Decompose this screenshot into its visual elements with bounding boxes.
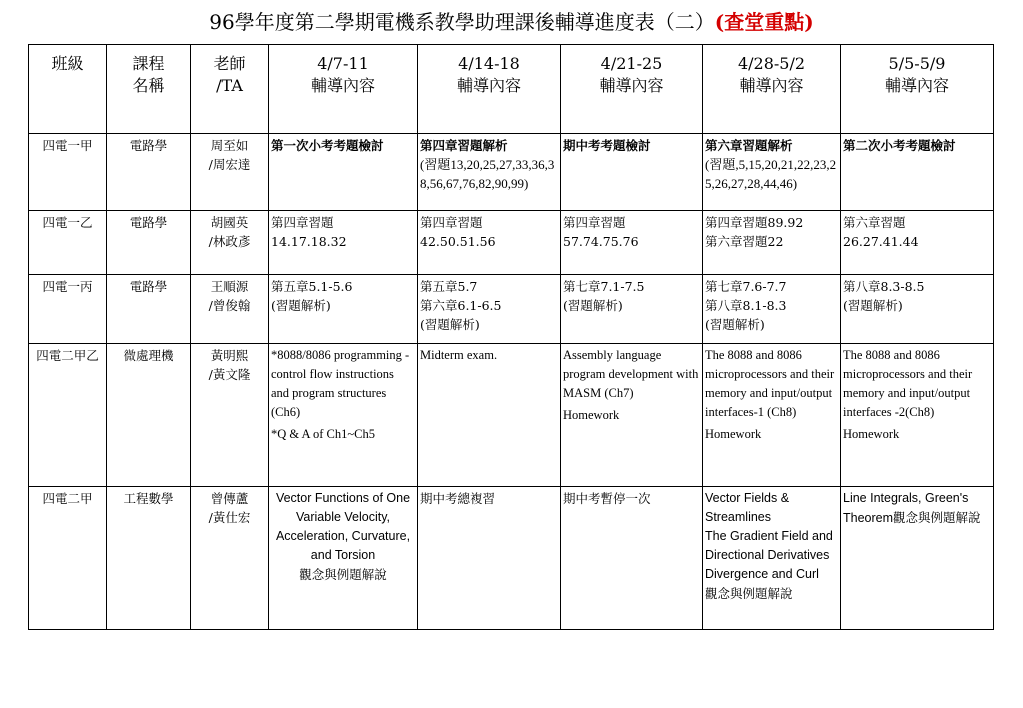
header-week-2: 4/14-18 輔導內容: [418, 45, 561, 134]
header-week-3: 4/21-25 輔導內容: [561, 45, 703, 134]
table-row: [29, 134, 994, 211]
title-highlight: (查堂重點): [714, 10, 814, 34]
week-cell: 期中考暫停一次: [561, 487, 703, 630]
week-cell: The 8088 and 8086 microprocessors and their memory and input/output interfaces -2(Ch8) Homework: [841, 344, 994, 487]
header-class: 班級: [29, 45, 107, 134]
class-cell: 四電一丙: [29, 275, 107, 344]
class-cell: 四電二甲乙: [29, 344, 107, 487]
week-cell: Assembly language program development with MASM (Ch7) Homework: [561, 344, 703, 487]
week-cell: 第八章8.3-8.5 (習題解析): [841, 275, 994, 344]
week-cell: 第四章習題 42.50.51.56: [418, 211, 561, 275]
table-row: [29, 275, 994, 344]
teacher-cell: 王順源 /曾俊翰: [191, 275, 269, 344]
header-week-1: 4/7-11 輔導內容: [269, 45, 418, 134]
week-cell: 期中考總複習: [418, 487, 561, 630]
header-week-4: 4/28-5/2 輔導內容: [703, 45, 841, 134]
header-course: 課程 名稱: [107, 45, 191, 134]
week-cell: The 8088 and 8086 microprocessors and their memory and input/output interfaces-1 (Ch8) Homework: [703, 344, 841, 487]
header-row: [29, 45, 994, 134]
course-cell: 電路學: [107, 275, 191, 344]
course-cell: 微處理機: [107, 344, 191, 487]
header-teacher: 老師 /TA: [191, 45, 269, 134]
week-cell: 第七章7.1-7.5 (習題解析): [561, 275, 703, 344]
schedule-table: [28, 44, 994, 630]
week-cell: Vector Fields & Streamlines The Gradient Field and Directional Derivatives Divergence and Curl 觀念與例題解說: [703, 487, 841, 630]
week-cell: 第五章5.7 第六章6.1-6.5 (習題解析): [418, 275, 561, 344]
week-cell: *8088/8086 programming -control flow instructions and program structures (Ch6) *Q & A of Ch1~Ch5: [269, 344, 418, 487]
teacher-cell: 胡國英 /林政彥: [191, 211, 269, 275]
class-cell: 四電一乙: [29, 211, 107, 275]
week-cell: 第四章習題 14.17.18.32: [269, 211, 418, 275]
week-cell: 第二次小考考題檢討: [841, 134, 994, 211]
week-cell: 第四章習題89.92 第六章習題22: [703, 211, 841, 275]
week-cell: Vector Functions of One Variable Velocity, Acceleration, Curvature, and Torsion 觀念與例題解說: [269, 487, 418, 630]
week-cell: 第六章習題解析 (習題,5,15,20,21,22,23,25,26,27,28,44,46): [703, 134, 841, 211]
week-cell: Line Integrals, Green's Theorem觀念與例題解說: [841, 487, 994, 630]
week-cell: 第一次小考考題檢討: [269, 134, 418, 211]
course-cell: 電路學: [107, 134, 191, 211]
week-cell: 第五章5.1-5.6 (習題解析): [269, 275, 418, 344]
table-row: [29, 211, 994, 275]
teacher-cell: 黃明熙 /黃文隆: [191, 344, 269, 487]
table-row: [29, 487, 994, 630]
week-cell: 第七章7.6-7.7 第八章8.1-8.3 (習題解析): [703, 275, 841, 344]
week-cell: 第四章習題 57.74.75.76: [561, 211, 703, 275]
week-cell: Midterm exam.: [418, 344, 561, 487]
class-cell: 四電二甲: [29, 487, 107, 630]
week-cell: 第六章習題 26.27.41.44: [841, 211, 994, 275]
page-title: [0, 8, 1023, 36]
header-week-5: 5/5-5/9 輔導內容: [841, 45, 994, 134]
course-cell: 電路學: [107, 211, 191, 275]
title-main: 96學年度第二學期電機系教學助理課後輔導進度表（二）: [209, 10, 715, 34]
week-cell: 期中考考題檢討: [561, 134, 703, 211]
class-cell: 四電一甲: [29, 134, 107, 211]
course-cell: 工程數學: [107, 487, 191, 630]
table-row: [29, 344, 994, 487]
teacher-cell: 周至如 /周宏達: [191, 134, 269, 211]
teacher-cell: 曾傳蘆 /黃仕宏: [191, 487, 269, 630]
week-cell: 第四章習題解析 (習題13,20,25,27,33,36,38,56,67,76,82,90,99): [418, 134, 561, 211]
